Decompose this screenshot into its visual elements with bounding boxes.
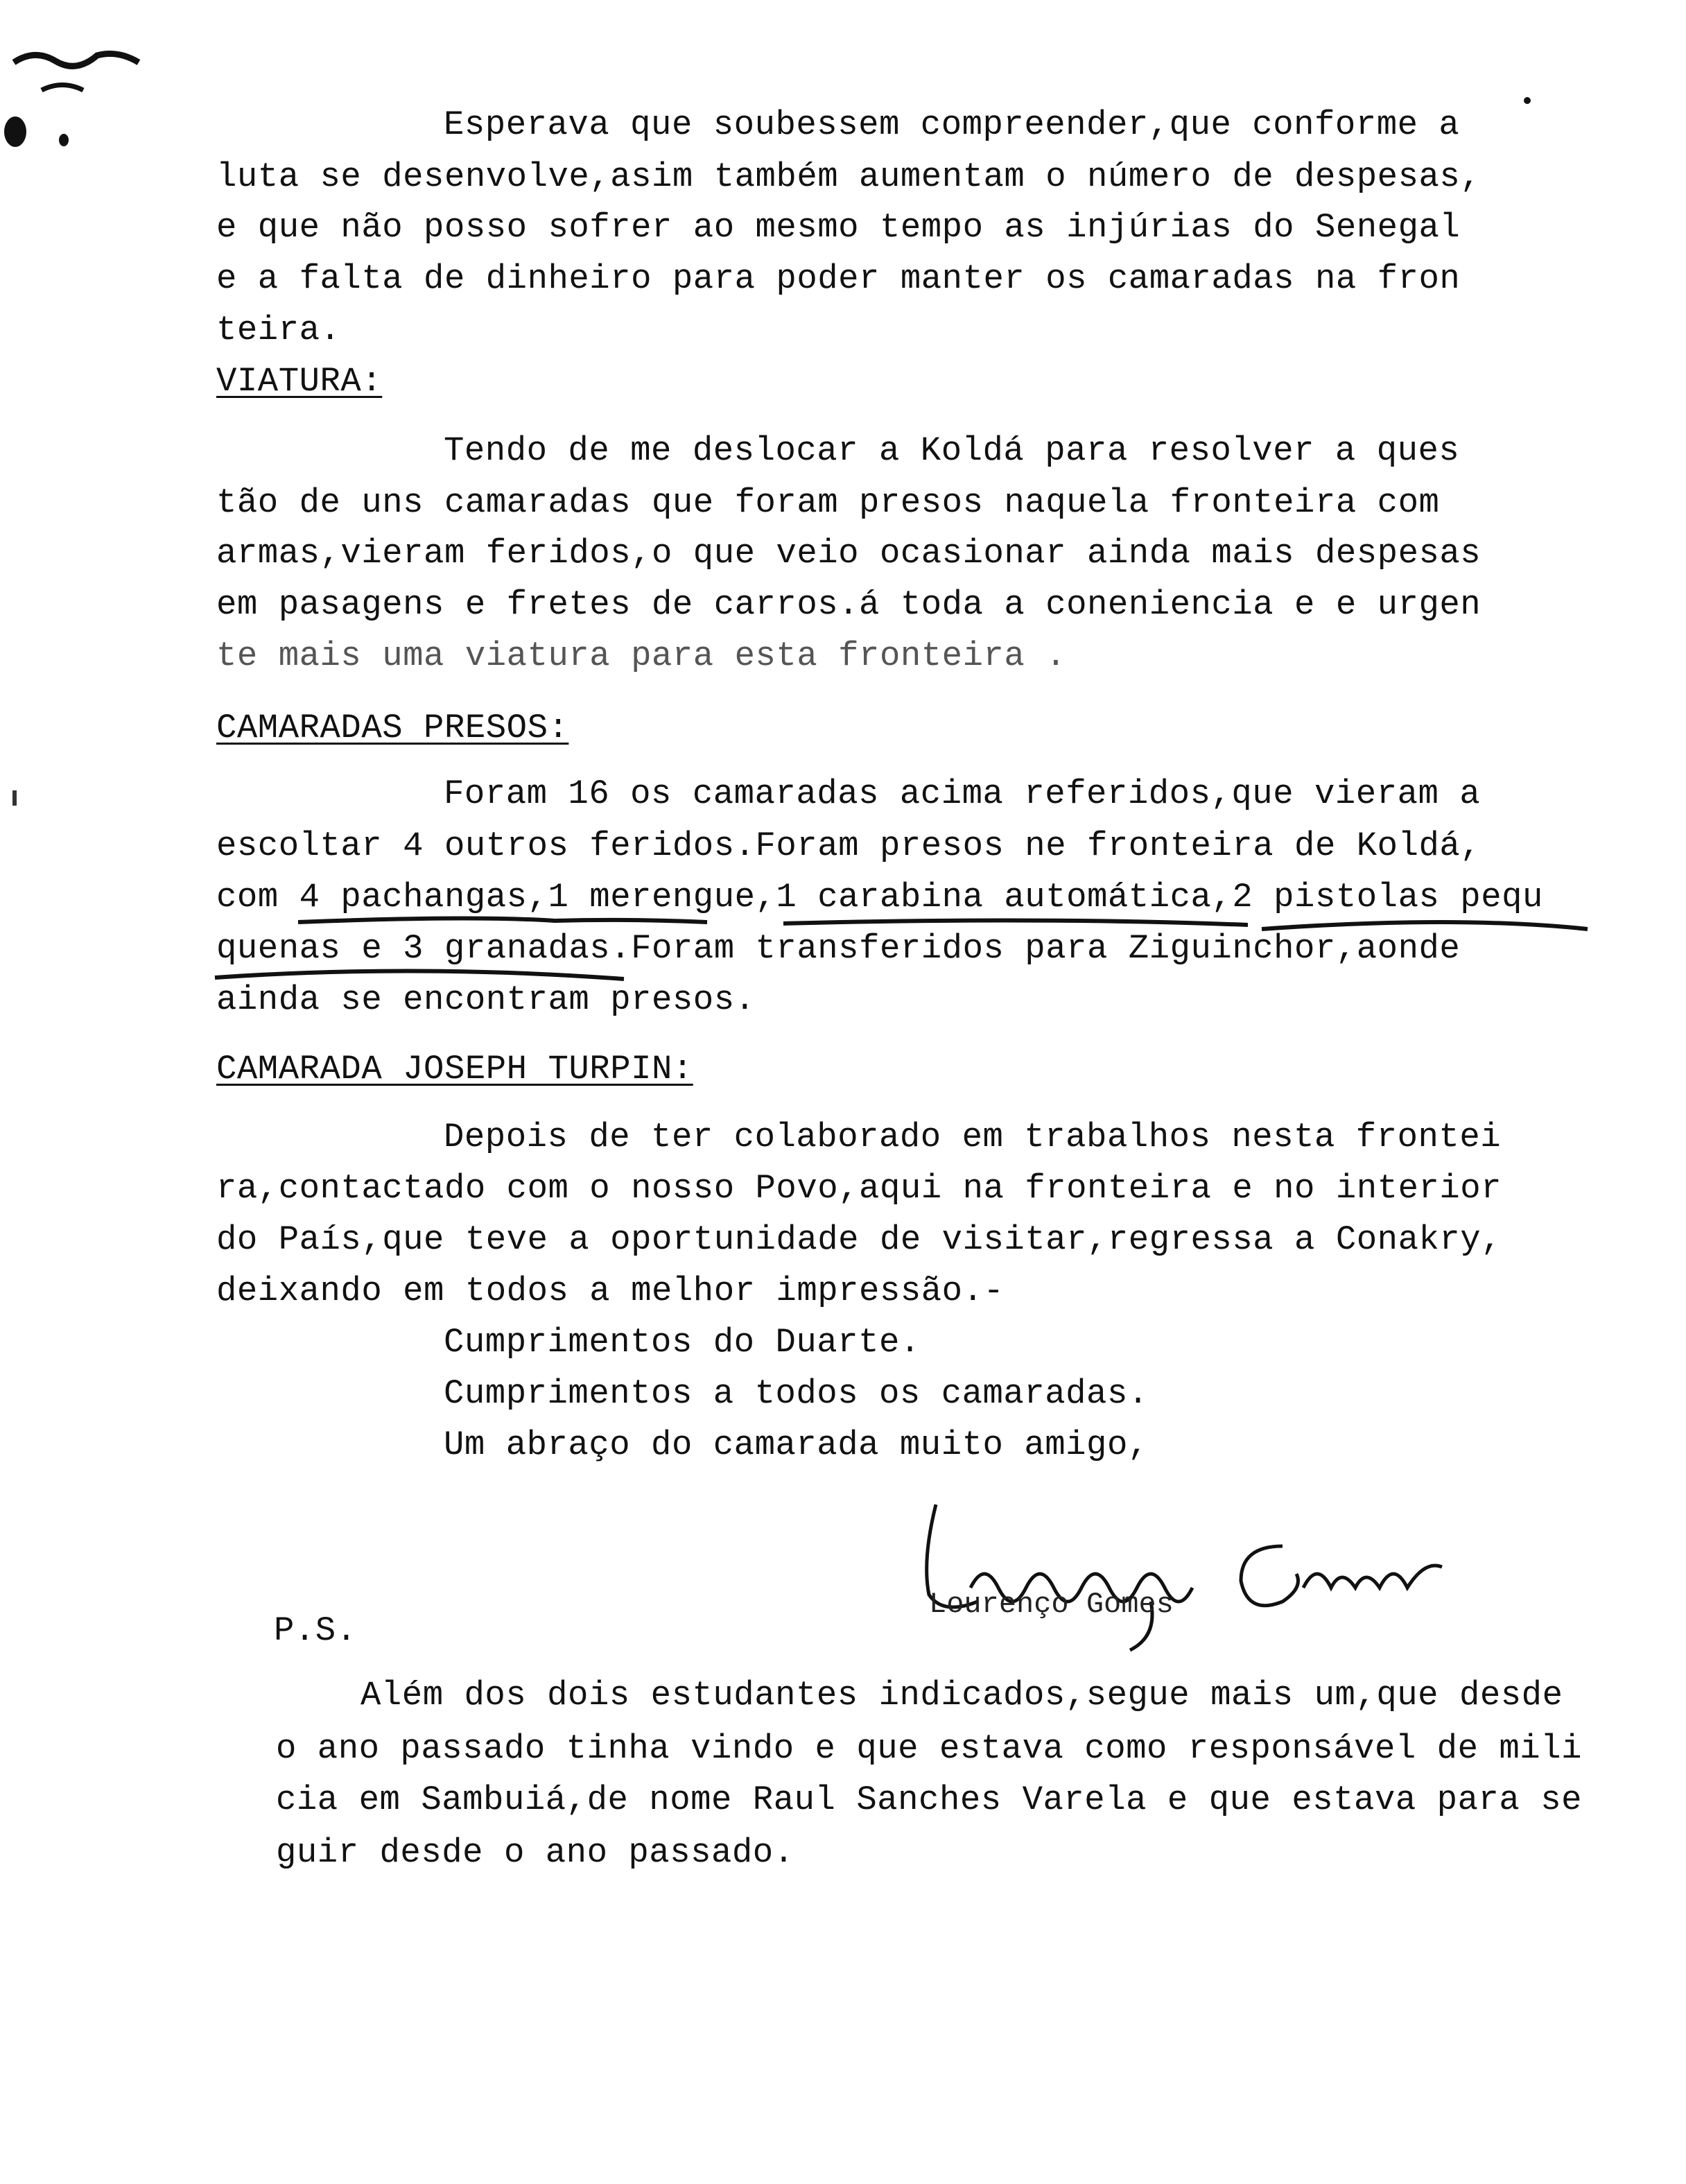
postscript-line: guir desde o ano passado. [276, 1833, 794, 1872]
paragraph-line: ra,contactado com o nosso Povo,aqui na fronteira e no interior [216, 1169, 1502, 1208]
postscript-line: Além dos dois estudantes indicados,segue mais um,que desde [360, 1676, 1563, 1715]
paragraph-line: Tendo de me deslocar a Koldá para resolver a ques [444, 431, 1460, 470]
paragraph-line: Depois de ter colaborado em trabalhos nesta frontei [444, 1118, 1502, 1156]
paragraph-line: Foram 16 os camaradas acima referidos,que vieram a [444, 774, 1481, 813]
ink-dot [1524, 97, 1531, 104]
ink-dot [12, 790, 17, 806]
section-heading-viatura: VIATURA: [216, 362, 383, 401]
paragraph-line: teira. [216, 311, 341, 349]
paragraph-line: do País,que teve a oportunidade de visitar,regressa a Conakry, [216, 1220, 1502, 1259]
paragraph-line: escoltar 4 outros feridos.Foram presos ne fronteira de Koldá, [216, 826, 1481, 865]
postscript-line: cia em Sambuiá,de nome Raul Sanches Varela e que estava para se [276, 1780, 1583, 1819]
closing-line: Cumprimentos do Duarte. [444, 1323, 921, 1362]
section-heading-turpin: CAMARADA JOSEPH TURPIN: [216, 1050, 693, 1089]
typed-signature-name: Lourenço Gomes [929, 1588, 1174, 1621]
closing-line: Um abraço do camarada muito amigo, [444, 1425, 1149, 1464]
section-heading-presos: CAMARADAS PRESOS: [216, 709, 569, 747]
paragraph-line: Esperava que soubessem compreender,que conforme a [444, 105, 1460, 144]
paragraph-line: e a falta de dinheiro para poder manter os camaradas na fron [216, 259, 1461, 298]
ink-scribble-mark [0, 42, 159, 159]
paragraph-line: armas,vieram feridos,o que veio ocasionar ainda mais despesas [216, 534, 1481, 573]
paragraph-line: ainda se encontram presos. [216, 980, 756, 1019]
paragraph-line: te mais uma viatura para esta fronteira . [216, 636, 1067, 675]
postscript-line: o ano passado tinha vindo e que estava como responsável de mili [276, 1729, 1583, 1768]
paragraph-line: quenas e 3 granadas.Foram transferidos para Ziguinchor,aonde [216, 929, 1461, 968]
paragraph-line: e que não posso sofrer ao mesmo tempo as injúrias do Senegal [216, 208, 1461, 247]
paragraph-line: com 4 pachangas,1 merengue,1 carabina automática,2 pistolas pequ [216, 878, 1543, 917]
paragraph-line: luta se desenvolve,asim também aumentam o número de despesas, [216, 157, 1481, 196]
handwritten-signature [894, 1477, 1504, 1657]
paragraph-line: em pasagens e fretes de carros.á toda a coneniencia e e urgen [216, 585, 1481, 624]
hand-underline-marks [208, 901, 1594, 998]
paragraph-line: tão de uns camaradas que foram presos naquela fronteira com [216, 483, 1440, 522]
paragraph-line: deixando em todos a melhor impressão.- [216, 1272, 1005, 1310]
closing-line: Cumprimentos a todos os camaradas. [444, 1374, 1149, 1413]
ps-label: P.S. [274, 1611, 357, 1650]
